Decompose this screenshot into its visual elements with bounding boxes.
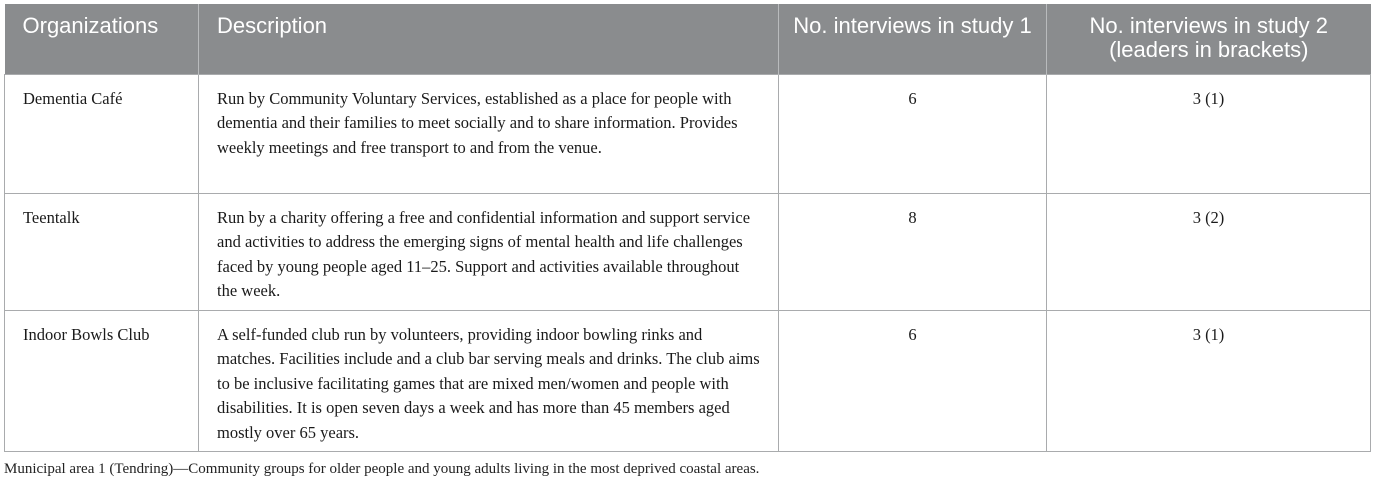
- table-footnote: Municipal area 1 (Tendring)—Community groups for older people and young adults living in the most deprived coastal areas.: [4, 461, 760, 477]
- header-row: [5, 4, 1371, 74]
- organization-cell: Teentalk: [5, 193, 199, 310]
- header-organizations: Organizations: [5, 4, 199, 74]
- organization-cell: Dementia Café: [5, 74, 199, 193]
- header-interviews-study-1: No. interviews in study 1: [779, 4, 1047, 74]
- table-row: [5, 74, 1371, 193]
- description-cell: Run by Community Voluntary Services, established as a place for people with dementia and their families to meet socially and to share information. Provides weekly meetings and free transport to and from the venue.: [199, 74, 779, 193]
- description-cell: Run by a charity offering a free and confidential information and support service and activities to address the emerging signs of mental health and life challenges faced by young people aged 11–25. Support and activities available throughout the week.: [199, 193, 779, 310]
- study-1-count-cell: 8: [779, 193, 1047, 310]
- study-1-count-cell: 6: [779, 310, 1047, 451]
- organization-cell: Indoor Bowls Club: [5, 310, 199, 451]
- table-row: [5, 193, 1371, 310]
- header-description: Description: [199, 4, 779, 74]
- header-interviews-study-2: No. interviews in study 2 (leaders in brackets): [1047, 4, 1371, 74]
- table-row: [5, 310, 1371, 451]
- table-body: [5, 74, 1371, 451]
- study-2-count-cell: 3 (1): [1047, 74, 1371, 193]
- study-2-count-cell: 3 (1): [1047, 310, 1371, 451]
- study-1-count-cell: 6: [779, 74, 1047, 193]
- table-header: [5, 4, 1371, 74]
- study-2-count-cell: 3 (2): [1047, 193, 1371, 310]
- description-cell: A self-funded club run by volunteers, providing indoor bowling rinks and matches. Facilities include and a club bar serving meals and drinks. The club aims to be inclusive facilitating games that are mixed men/women and people with disabilities. It is open seven days a week and has more than 45 members aged mostly over 65 years.: [199, 310, 779, 451]
- organizations-table: [4, 4, 1371, 452]
